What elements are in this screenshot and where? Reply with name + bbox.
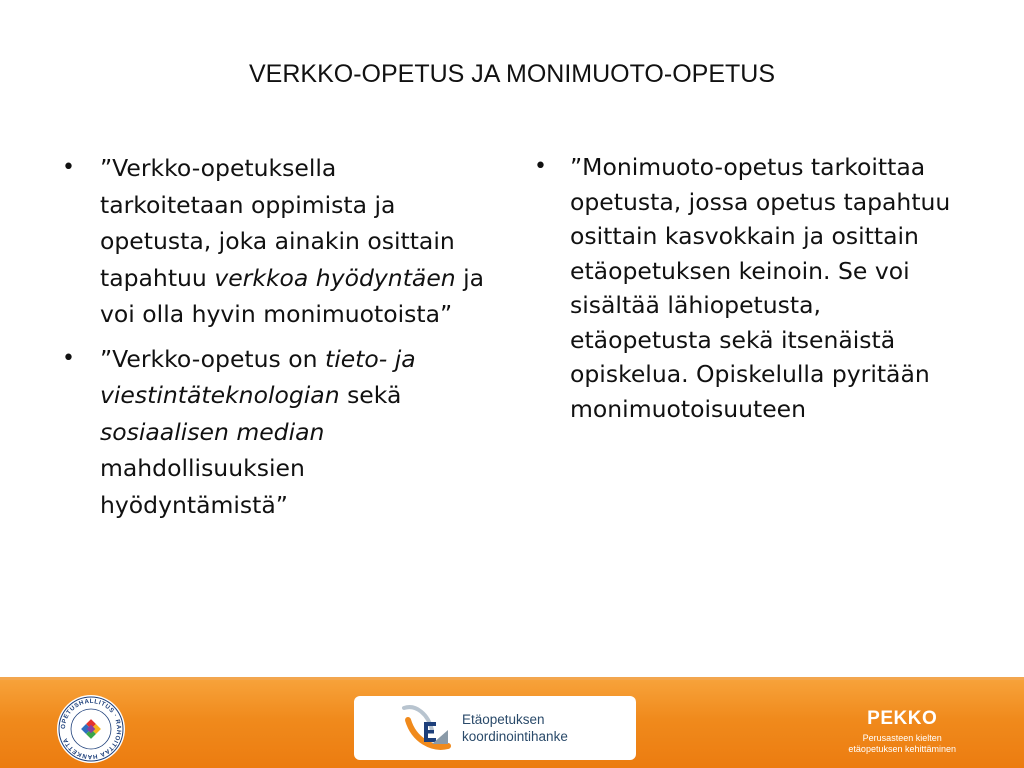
right-bullet-1-text: ”Monimuoto-opetus tarkoittaa opetusta, jossa opetus tapahtuu osittain kasvokkain ja osittain etäopetuksen keinoin. Se voi sisältää lähiopetusta, etäopetusta sekä itsenäistä opiskelua. Opiskelulla pyritään monimuotoisuuteen [570,153,951,423]
pekko-name: PEKKO [867,708,938,729]
left-bullet-2 [56,341,486,524]
bullet-icon: • [62,155,75,180]
etaopetus-logo-text [462,711,568,745]
left-bullet-2-italic-a: tieto- ja viestintäteknologian [100,344,416,409]
slide-title: VERKKO-OPETUS JA MONIMUOTO-OPETUS [249,60,775,88]
logo-line-2: koordinointihanke [462,729,568,744]
pekko-subtitle-line-2: etäopetuksen kehittäminen [848,744,956,754]
right-column [528,150,958,434]
left-bullet-2-text-a: ”Verkko-opetus on [100,344,325,373]
left-bullet-1 [56,150,486,333]
logo-line-1: Etäopetuksen [462,712,545,727]
left-bullet-1-text-b: ja voi olla hyvin monimuotoista” [100,263,485,328]
etaopetus-logo-box [354,696,636,760]
left-bullet-2-text-c: mahdollisuuksien hyödyntämistä” [100,454,305,519]
left-column [56,150,486,531]
right-bullet-1 [528,150,958,426]
left-bullet-2-italic-b: sosiaalisen median [100,417,325,446]
etaopetus-logo-icon [398,700,454,756]
left-bullet-2-text-b: sekä [339,381,402,409]
left-bullet-1-italic-a: verkkoa hyödyntäen [214,263,456,292]
opetushallitus-seal-logo [56,694,126,764]
left-bullet-1-text-a: ”Verkko-opetuksella tarkoitetaan oppimista ja opetusta, joka ainakin osittain tapahtuu [100,154,455,292]
seal-text: OPETUSHALLITUS · RAHOITTAA HANKETTA [59,697,123,761]
pekko-branding [848,708,956,755]
pekko-subtitle-line-1: Perusasteen kielten [862,733,942,743]
pekko-subtitle [848,733,956,755]
bullet-icon: • [62,345,75,371]
bullet-icon: • [534,154,547,179]
